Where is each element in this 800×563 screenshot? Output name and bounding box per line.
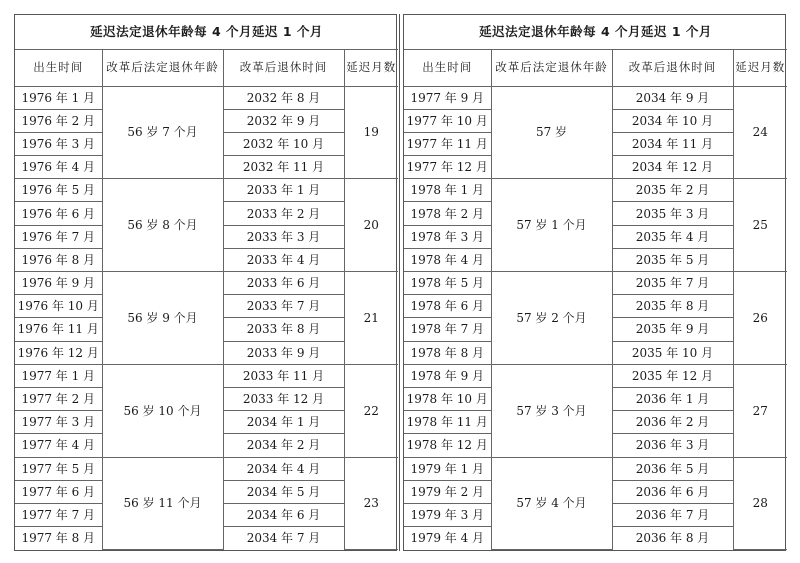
- table-row: [404, 179, 787, 202]
- panel-divider: [399, 14, 400, 551]
- birth-time-cell: 1976 年 11 月: [15, 318, 102, 341]
- retirement-time-cell: 2034 年 10 月: [612, 109, 733, 132]
- table-panel-right: [403, 14, 786, 551]
- retirement-time-cell: 2036 年 8 月: [612, 527, 733, 550]
- retirement-time-cell: 2034 年 7 月: [223, 527, 344, 550]
- birth-time-cell: 1976 年 10 月: [15, 295, 102, 318]
- retirement-time-cell: 2033 年 2 月: [223, 202, 344, 225]
- table-row: [15, 86, 398, 109]
- birth-time-cell: 1979 年 1 月: [404, 457, 491, 480]
- delay-months-cell: 26: [733, 272, 787, 365]
- birth-time-cell: 1977 年 3 月: [15, 411, 102, 434]
- table-row: [404, 86, 787, 109]
- retirement-age-cell: 56 岁 9 个月: [102, 272, 223, 365]
- retirement-time-cell: 2035 年 4 月: [612, 225, 733, 248]
- table-row: [15, 272, 398, 295]
- birth-time-cell: 1978 年 3 月: [404, 225, 491, 248]
- delay-months-cell: 21: [344, 272, 398, 365]
- header-retirement-age: 改革后法定退休年龄: [102, 49, 223, 86]
- retirement-age-cell: 56 岁 10 个月: [102, 364, 223, 457]
- header-delay-months: 延迟月数: [344, 49, 398, 86]
- retirement-time-cell: 2036 年 1 月: [612, 387, 733, 410]
- retirement-time-cell: 2035 年 10 月: [612, 341, 733, 364]
- retirement-time-cell: 2034 年 11 月: [612, 132, 733, 155]
- birth-time-cell: 1976 年 4 月: [15, 156, 102, 179]
- header-birth-time: 出生时间: [15, 49, 102, 86]
- table-row: [404, 272, 787, 295]
- retirement-time-cell: 2035 年 8 月: [612, 295, 733, 318]
- birth-time-cell: 1977 年 6 月: [15, 480, 102, 503]
- table-row: [15, 179, 398, 202]
- retirement-time-cell: 2033 年 3 月: [223, 225, 344, 248]
- birth-time-cell: 1978 年 11 月: [404, 411, 491, 434]
- table-panel-left: [14, 14, 397, 551]
- birth-time-cell: 1976 年 6 月: [15, 202, 102, 225]
- retirement-time-cell: 2035 年 7 月: [612, 272, 733, 295]
- header-row: [15, 49, 398, 86]
- birth-time-cell: 1978 年 12 月: [404, 434, 491, 457]
- birth-time-cell: 1977 年 11 月: [404, 132, 491, 155]
- birth-time-cell: 1979 年 2 月: [404, 480, 491, 503]
- table-row: [15, 364, 398, 387]
- birth-time-cell: 1978 年 7 月: [404, 318, 491, 341]
- header-retirement-time: 改革后退休时间: [223, 49, 344, 86]
- header-row: [404, 49, 787, 86]
- retirement-time-cell: 2033 年 4 月: [223, 248, 344, 271]
- retirement-time-cell: 2032 年 10 月: [223, 132, 344, 155]
- header-retirement-time: 改革后退休时间: [612, 49, 733, 86]
- header-birth-time: 出生时间: [404, 49, 491, 86]
- birth-time-cell: 1978 年 2 月: [404, 202, 491, 225]
- title-row: [404, 15, 787, 49]
- retirement-time-cell: 2034 年 5 月: [223, 480, 344, 503]
- birth-time-cell: 1976 年 1 月: [15, 86, 102, 109]
- birth-time-cell: 1978 年 1 月: [404, 179, 491, 202]
- retirement-time-cell: 2035 年 12 月: [612, 364, 733, 387]
- birth-time-cell: 1977 年 2 月: [15, 387, 102, 410]
- delay-months-cell: 22: [344, 364, 398, 457]
- title-row: [15, 15, 398, 49]
- birth-time-cell: 1976 年 5 月: [15, 179, 102, 202]
- retirement-time-cell: 2032 年 9 月: [223, 109, 344, 132]
- birth-time-cell: 1979 年 4 月: [404, 527, 491, 550]
- birth-time-cell: 1976 年 12 月: [15, 341, 102, 364]
- birth-time-cell: 1979 年 3 月: [404, 503, 491, 526]
- birth-time-cell: 1976 年 9 月: [15, 272, 102, 295]
- table-title: 延迟法定退休年龄每 4 个月延迟 1 个月: [404, 15, 787, 49]
- birth-time-cell: 1977 年 8 月: [15, 527, 102, 550]
- retirement-table-left: [15, 15, 398, 550]
- retirement-time-cell: 2033 年 12 月: [223, 387, 344, 410]
- retirement-time-cell: 2033 年 6 月: [223, 272, 344, 295]
- birth-time-cell: 1978 年 9 月: [404, 364, 491, 387]
- birth-time-cell: 1977 年 5 月: [15, 457, 102, 480]
- retirement-age-cell: 57 岁 3 个月: [491, 364, 612, 457]
- retirement-time-cell: 2033 年 1 月: [223, 179, 344, 202]
- retirement-age-cell: 57 岁: [491, 86, 612, 179]
- delay-months-cell: 28: [733, 457, 787, 550]
- retirement-time-cell: 2036 年 5 月: [612, 457, 733, 480]
- retirement-time-cell: 2035 年 3 月: [612, 202, 733, 225]
- page: [14, 14, 786, 551]
- retirement-table-right: [404, 15, 787, 550]
- birth-time-cell: 1978 年 4 月: [404, 248, 491, 271]
- retirement-time-cell: 2036 年 7 月: [612, 503, 733, 526]
- retirement-time-cell: 2033 年 7 月: [223, 295, 344, 318]
- birth-time-cell: 1976 年 7 月: [15, 225, 102, 248]
- birth-time-cell: 1976 年 3 月: [15, 132, 102, 155]
- retirement-time-cell: 2034 年 4 月: [223, 457, 344, 480]
- delay-months-cell: 23: [344, 457, 398, 550]
- retirement-time-cell: 2032 年 11 月: [223, 156, 344, 179]
- retirement-time-cell: 2033 年 11 月: [223, 364, 344, 387]
- birth-time-cell: 1977 年 12 月: [404, 156, 491, 179]
- retirement-time-cell: 2033 年 9 月: [223, 341, 344, 364]
- birth-time-cell: 1976 年 2 月: [15, 109, 102, 132]
- retirement-time-cell: 2034 年 1 月: [223, 411, 344, 434]
- retirement-time-cell: 2036 年 2 月: [612, 411, 733, 434]
- retirement-time-cell: 2035 年 2 月: [612, 179, 733, 202]
- retirement-time-cell: 2036 年 3 月: [612, 434, 733, 457]
- retirement-time-cell: 2034 年 2 月: [223, 434, 344, 457]
- header-retirement-age: 改革后法定退休年龄: [491, 49, 612, 86]
- birth-time-cell: 1978 年 8 月: [404, 341, 491, 364]
- delay-months-cell: 27: [733, 364, 787, 457]
- retirement-time-cell: 2035 年 9 月: [612, 318, 733, 341]
- retirement-age-cell: 56 岁 8 个月: [102, 179, 223, 272]
- retirement-age-cell: 57 岁 2 个月: [491, 272, 612, 365]
- birth-time-cell: 1976 年 8 月: [15, 248, 102, 271]
- birth-time-cell: 1977 年 1 月: [15, 364, 102, 387]
- retirement-time-cell: 2032 年 8 月: [223, 86, 344, 109]
- header-delay-months: 延迟月数: [733, 49, 787, 86]
- birth-time-cell: 1978 年 5 月: [404, 272, 491, 295]
- birth-time-cell: 1977 年 7 月: [15, 503, 102, 526]
- table-row: [404, 457, 787, 480]
- table-row: [404, 364, 787, 387]
- retirement-time-cell: 2033 年 8 月: [223, 318, 344, 341]
- birth-time-cell: 1978 年 6 月: [404, 295, 491, 318]
- delay-months-cell: 24: [733, 86, 787, 179]
- retirement-time-cell: 2035 年 5 月: [612, 248, 733, 271]
- retirement-time-cell: 2034 年 9 月: [612, 86, 733, 109]
- table-row: [15, 457, 398, 480]
- delay-months-cell: 20: [344, 179, 398, 272]
- birth-time-cell: 1977 年 9 月: [404, 86, 491, 109]
- retirement-age-cell: 56 岁 11 个月: [102, 457, 223, 550]
- retirement-time-cell: 2034 年 6 月: [223, 503, 344, 526]
- birth-time-cell: 1977 年 10 月: [404, 109, 491, 132]
- retirement-age-cell: 57 岁 1 个月: [491, 179, 612, 272]
- retirement-age-cell: 56 岁 7 个月: [102, 86, 223, 179]
- retirement-time-cell: 2036 年 6 月: [612, 480, 733, 503]
- delay-months-cell: 19: [344, 86, 398, 179]
- birth-time-cell: 1978 年 10 月: [404, 387, 491, 410]
- retirement-age-cell: 57 岁 4 个月: [491, 457, 612, 550]
- delay-months-cell: 25: [733, 179, 787, 272]
- table-title: 延迟法定退休年龄每 4 个月延迟 1 个月: [15, 15, 398, 49]
- birth-time-cell: 1977 年 4 月: [15, 434, 102, 457]
- retirement-time-cell: 2034 年 12 月: [612, 156, 733, 179]
